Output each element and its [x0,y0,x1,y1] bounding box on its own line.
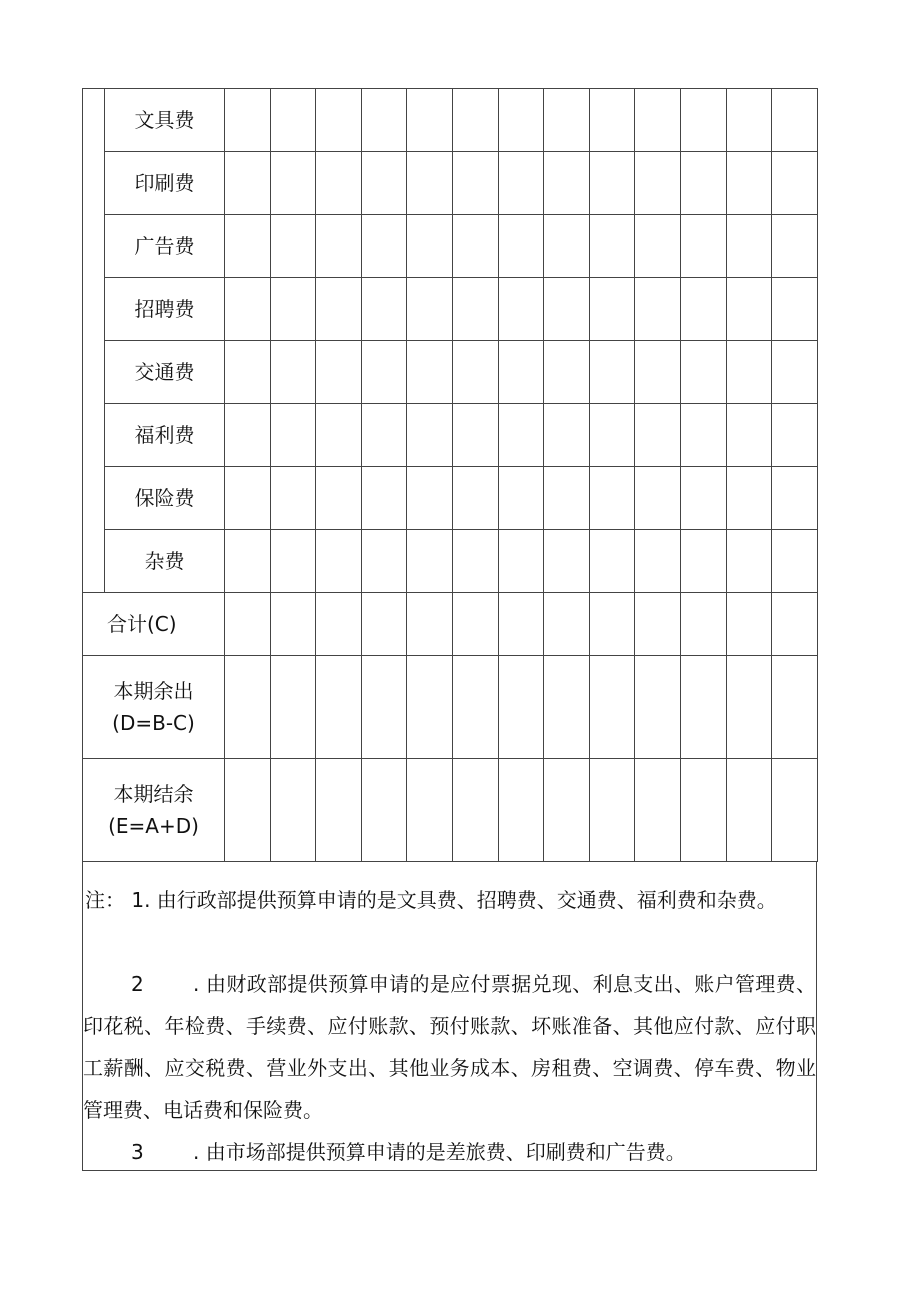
table-cell [270,467,316,530]
table-cell [635,278,681,341]
table-cell [772,278,818,341]
table-cell [225,89,271,152]
table-cell [635,89,681,152]
table-cell [544,215,590,278]
table-cell [316,530,362,593]
table-cell [544,341,590,404]
table-cell [225,467,271,530]
table-row [83,215,818,278]
table-cell [316,278,362,341]
row-label: 印刷费 [105,152,225,215]
table-cell [361,152,407,215]
table-cell [772,152,818,215]
table-row [83,89,818,152]
table-cell [407,530,453,593]
table-row-balance-label-line1: 本期结余 [113,782,194,806]
table-row-surplus-label-line1: 本期余出 [113,679,194,703]
table-cell [225,215,271,278]
table-row-surplus [83,656,818,759]
table-cell [772,404,818,467]
table-cell [498,404,544,467]
table-cell [361,341,407,404]
table-cell [680,404,726,467]
row-label: 保险费 [105,467,225,530]
table-cell [407,89,453,152]
total-label: 合计(C) [83,593,225,656]
table-cell [635,152,681,215]
table-cell [361,593,407,656]
table-cell [316,152,362,215]
table-cell [772,759,818,862]
table-cell [361,467,407,530]
table-row [83,530,818,593]
table-cell [589,467,635,530]
table-cell [635,215,681,278]
table-cell [225,278,271,341]
table-cell [361,215,407,278]
note-item-3-text: . 由市场部提供预算申请的是差旅费、印刷费和广告费。 [193,1140,686,1164]
table-cell [726,530,772,593]
table-cell [452,152,498,215]
table-cell [726,404,772,467]
table-cell [589,759,635,862]
table-cell [270,759,316,862]
table-cell [544,278,590,341]
table-cell [589,593,635,656]
row-label: 交通费 [105,341,225,404]
table-cell [225,759,271,862]
table-cell [498,215,544,278]
table-cell [452,593,498,656]
table-cell [316,656,362,759]
table-cell [225,593,271,656]
table-cell [452,530,498,593]
table-cell [726,341,772,404]
table-cell [361,656,407,759]
table-cell [680,593,726,656]
row-label: 文具费 [105,89,225,152]
table-cell [544,152,590,215]
table-cell [726,593,772,656]
note-item-2-number: 2 [131,972,144,996]
table-cell [452,404,498,467]
table-cell [452,759,498,862]
table-cell [270,530,316,593]
table-cell [498,467,544,530]
table-cell [225,656,271,759]
table-cell [407,152,453,215]
table-cell [589,530,635,593]
table-row-surplus-label-line2: (D=B-C) [112,711,195,735]
table-cell [407,656,453,759]
table-cell [407,341,453,404]
table-cell [680,89,726,152]
table-cell [316,215,362,278]
table-cell [225,152,271,215]
group-indent-cell [83,89,105,593]
table-cell [589,89,635,152]
table-cell [680,759,726,862]
table-cell [589,215,635,278]
table-cell [772,467,818,530]
table-cell [544,467,590,530]
table-cell [726,656,772,759]
table-cell [544,404,590,467]
table-cell [726,215,772,278]
table-cell [544,759,590,862]
table-cell [407,278,453,341]
table-row [83,341,818,404]
table-cell [772,89,818,152]
table-row-balance [83,759,818,862]
table-cell [680,152,726,215]
table-cell [316,467,362,530]
table-cell [635,656,681,759]
table-row-balance-label [83,759,225,862]
table-cell [452,278,498,341]
table-cell [544,530,590,593]
table-cell [225,404,271,467]
table-cell [726,152,772,215]
table-cell [225,341,271,404]
table-cell [361,404,407,467]
table-cell [361,530,407,593]
table-cell [498,530,544,593]
table-cell [726,759,772,862]
table-cell [316,593,362,656]
table-cell [635,593,681,656]
table-cell [635,467,681,530]
budget-table [82,88,818,862]
table-cell [544,593,590,656]
table-cell [726,89,772,152]
row-label: 福利费 [105,404,225,467]
table-cell [589,278,635,341]
table-cell [316,89,362,152]
table-cell [680,656,726,759]
table-cell [635,404,681,467]
table-row [83,278,818,341]
table-cell [225,530,271,593]
table-cell [726,278,772,341]
table-cell [452,341,498,404]
table-cell [635,530,681,593]
table-cell [498,656,544,759]
table-cell [772,341,818,404]
note-item-3-number: 3 [131,1140,144,1164]
table-cell [270,341,316,404]
table-cell [544,89,590,152]
table-cell [407,467,453,530]
table-cell [316,341,362,404]
table-cell [270,593,316,656]
table-row [83,152,818,215]
table-cell [680,467,726,530]
table-cell [726,467,772,530]
table-cell [589,404,635,467]
table-row-total [83,593,818,656]
notes-box [82,861,817,1171]
table-cell [270,656,316,759]
table-cell [452,656,498,759]
table-cell [361,278,407,341]
table-cell [772,656,818,759]
table-cell [589,656,635,759]
note-item-1: 注： 1. 由行政部提供预算申请的是文具费、招聘费、交通费、福利费和杂费。 [85,888,777,912]
table-cell [680,215,726,278]
table-cell [270,215,316,278]
table-cell [407,215,453,278]
table-row-balance-label-line2: (E=A+D) [108,814,199,838]
table-cell [407,404,453,467]
table-cell [361,759,407,862]
table-cell [316,759,362,862]
table-cell [498,278,544,341]
table-cell [270,278,316,341]
table-cell [270,404,316,467]
row-label: 招聘费 [105,278,225,341]
table-row [83,467,818,530]
table-cell [680,341,726,404]
table-cell [498,759,544,862]
row-label: 杂费 [105,530,225,593]
table-cell [772,215,818,278]
table-cell [589,152,635,215]
table-cell [270,152,316,215]
row-label: 广告费 [105,215,225,278]
table-cell [452,467,498,530]
table-cell [635,759,681,862]
table-cell [680,530,726,593]
table-row-surplus-label [83,656,225,759]
table-cell [680,278,726,341]
table-cell [635,341,681,404]
table-cell [544,656,590,759]
table-cell [772,530,818,593]
table-cell [316,404,362,467]
table-cell [407,759,453,862]
table-cell [452,215,498,278]
table-cell [498,152,544,215]
table-cell [498,89,544,152]
table-cell [361,89,407,152]
table-cell [270,89,316,152]
table-cell [498,593,544,656]
table-cell [772,593,818,656]
table-cell [498,341,544,404]
note-item-2-text: . 由财政部提供预算申请的是应付票据兑现、利息支出、账户管理费、印花税、年检费、手续费、应付账款、预付账款、坏账准备、其他应付款、应付职工薪酬、应交税费、营业外支出、其他业务成本、房租费、空调费、停车费、物业管理费、电话费和保险费。 [83,972,816,1122]
table-cell [407,593,453,656]
table-cell [452,89,498,152]
table-row [83,404,818,467]
table-cell [589,341,635,404]
